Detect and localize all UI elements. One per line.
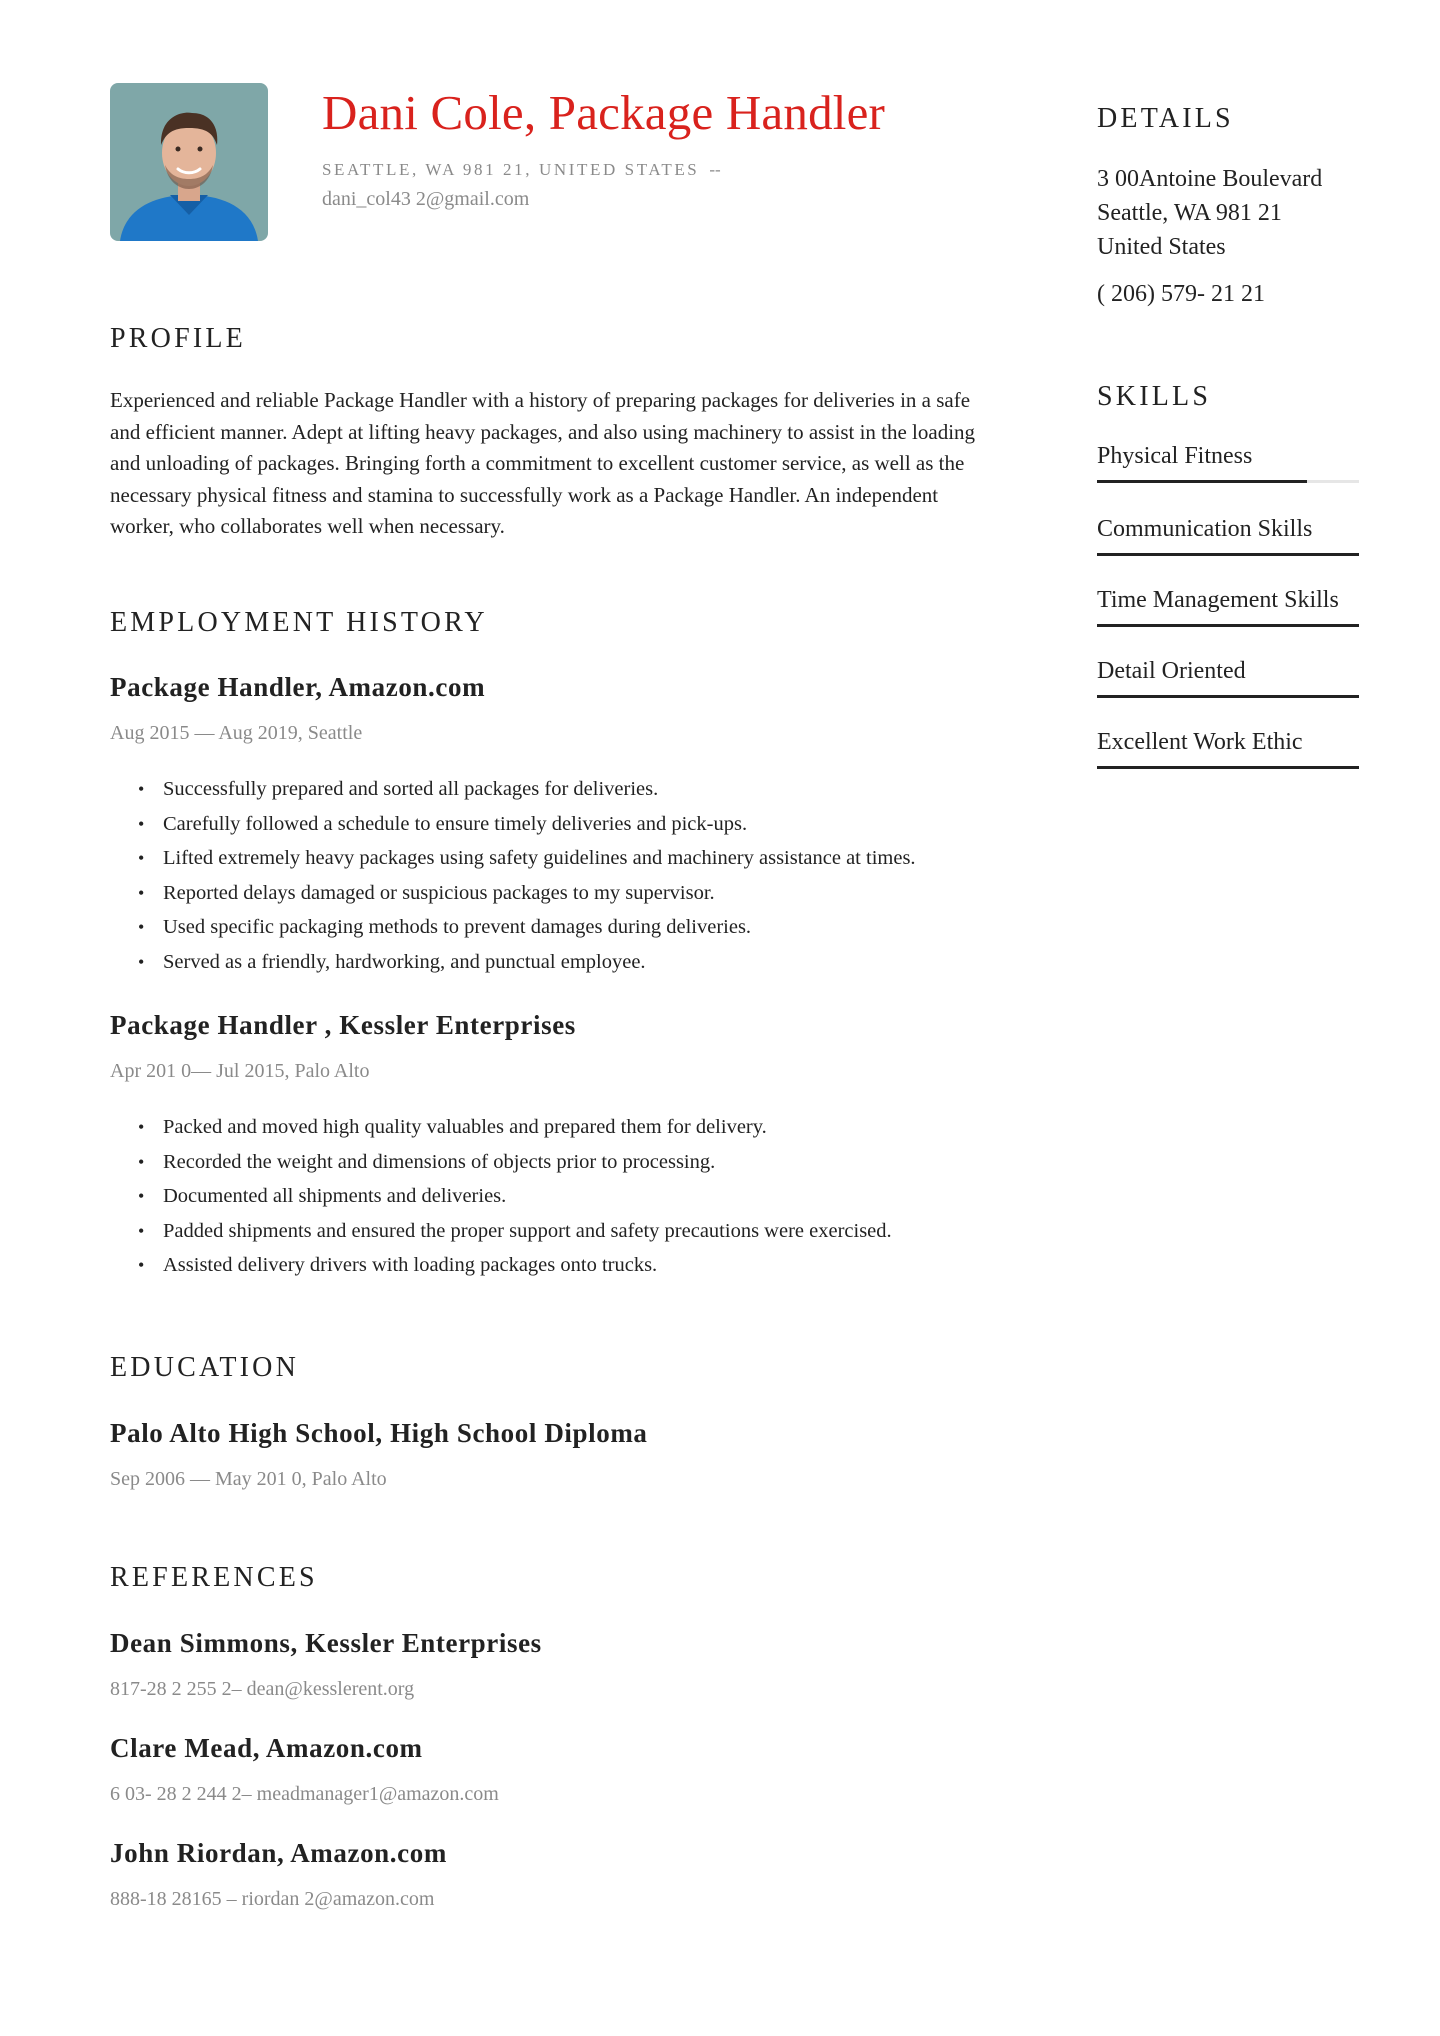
skill-level-bar	[1097, 480, 1359, 483]
reference-name-1: Dean Simmons, Kessler Enterprises	[110, 1628, 542, 1658]
list-item: • Used specific packaging methods to prevent damages during deliveries.	[110, 910, 916, 945]
details-phone[interactable]: ( 206) 579- 21 21	[1097, 281, 1265, 307]
skill-label: Physical Fitness	[1097, 443, 1253, 469]
reference-name-2: Clare Mead, Amazon.com	[110, 1733, 423, 1763]
education-heading: EDUCATION	[110, 1352, 300, 1383]
reference-contact-3: 888-18 28165 – riordan 2@amazon.com	[110, 1888, 435, 1910]
details-street: 3 00Antoine Boulevard	[1097, 166, 1323, 192]
bullet-icon: •	[138, 848, 145, 868]
job-meta-1: Aug 2015 — Aug 2019, Seattle	[110, 722, 363, 744]
header-address-text: SEATTLE, WA 981 21, UNITED STATES	[322, 160, 700, 179]
list-item: • Lifted extremely heavy packages using safety guidelines and machinery assistance at times.	[110, 841, 916, 876]
job-meta-2: Apr 201 0— Jul 2015, Palo Alto	[110, 1060, 370, 1082]
skill-communication	[1097, 516, 1359, 556]
details-heading: DETAILS	[1097, 103, 1234, 134]
job-bullets-2	[110, 1110, 892, 1283]
skill-level-bar	[1097, 695, 1359, 698]
list-item: • Padded shipments and ensured the proper support and safety precautions were exercised.	[110, 1214, 892, 1249]
skill-level-fill	[1097, 695, 1359, 698]
profile-heading: PROFILE	[110, 323, 246, 354]
skills-heading: SKILLS	[1097, 381, 1212, 412]
list-item: • Served as a friendly, hardworking, and punctual employee.	[110, 945, 916, 980]
bullet-icon: •	[138, 1117, 145, 1137]
reference-contact-1: 817-28 2 255 2– dean@kesslerent.org	[110, 1678, 415, 1700]
skill-label: Time Management Skills	[1097, 587, 1339, 613]
skill-physical-fitness	[1097, 443, 1359, 483]
skill-level-fill	[1097, 624, 1359, 627]
job-title-1: Package Handler, Amazon.com	[110, 672, 486, 702]
bullet-icon: •	[138, 951, 145, 972]
skill-label: Communication Skills	[1097, 516, 1313, 542]
skill-level-bar	[1097, 766, 1359, 769]
education-meta: Sep 2006 — May 201 0, Palo Alto	[110, 1468, 387, 1490]
reference-name-3: John Riordan, Amazon.com	[110, 1838, 447, 1868]
bullet-icon: •	[138, 1220, 145, 1241]
references-heading: REFERENCES	[110, 1562, 318, 1593]
skill-level-fill	[1097, 766, 1359, 769]
skill-level-fill	[1097, 553, 1359, 556]
profile-photo	[110, 83, 268, 241]
skill-label: Detail Oriented	[1097, 658, 1246, 684]
skill-time-management	[1097, 587, 1359, 627]
list-item: • Documented all shipments and deliveries.	[110, 1179, 892, 1214]
skill-detail-oriented	[1097, 658, 1359, 698]
bullet-icon: •	[138, 1151, 145, 1172]
bullet-icon: •	[138, 779, 145, 799]
list-item: • Successfully prepared and sorted all packages for deliveries.	[110, 772, 916, 807]
skill-label: Excellent Work Ethic	[1097, 729, 1303, 755]
skill-level-bar	[1097, 624, 1359, 627]
bullet-icon: •	[138, 1255, 145, 1275]
header-separator: --	[709, 160, 721, 179]
list-item: • Recorded the weight and dimensions of objects prior to processing.	[110, 1145, 892, 1180]
skill-work-ethic	[1097, 729, 1359, 769]
skill-level-fill	[1097, 480, 1307, 483]
candidate-name: Dani Cole, Package Handler	[322, 85, 886, 140]
reference-contact-2: 6 03- 28 2 244 2– meadmanager1@amazon.com	[110, 1783, 499, 1805]
list-item: • Reported delays damaged or suspicious packages to my supervisor.	[110, 876, 916, 911]
list-item: • Assisted delivery drivers with loading packages onto trucks.	[110, 1248, 892, 1283]
bullet-icon: •	[138, 882, 145, 903]
education-title: Palo Alto High School, High School Diploma	[110, 1418, 648, 1448]
header-address	[322, 160, 721, 180]
job-title-2: Package Handler , Kessler Enterprises	[110, 1010, 576, 1040]
bullet-icon: •	[138, 813, 145, 834]
details-country: United States	[1097, 234, 1226, 260]
employment-heading: EMPLOYMENT HISTORY	[110, 607, 488, 638]
skill-level-bar	[1097, 553, 1359, 556]
job-bullets-1	[110, 772, 916, 979]
header-email[interactable]: dani_col43 2@gmail.com	[322, 188, 530, 210]
profile-text: Experienced and reliable Package Handler with a history of preparing packages for deliveries in a safe and efficient manner. Adept at lifting heavy packages, and also using machinery to assist in the loading and unloading of packages. Bringing forth a commitment to excellent customer service, as well as the necessary physical fitness and stamina to successfully work as a Package Handler. An independent worker, who collaborates well when necessary.	[110, 388, 976, 538]
details-city: Seattle, WA 981 21	[1097, 200, 1282, 226]
bullet-icon: •	[138, 917, 145, 937]
bullet-icon: •	[138, 1186, 145, 1206]
list-item: • Carefully followed a schedule to ensure timely deliveries and pick-ups.	[110, 807, 916, 842]
list-item: • Packed and moved high quality valuables and prepared them for delivery.	[110, 1110, 892, 1145]
